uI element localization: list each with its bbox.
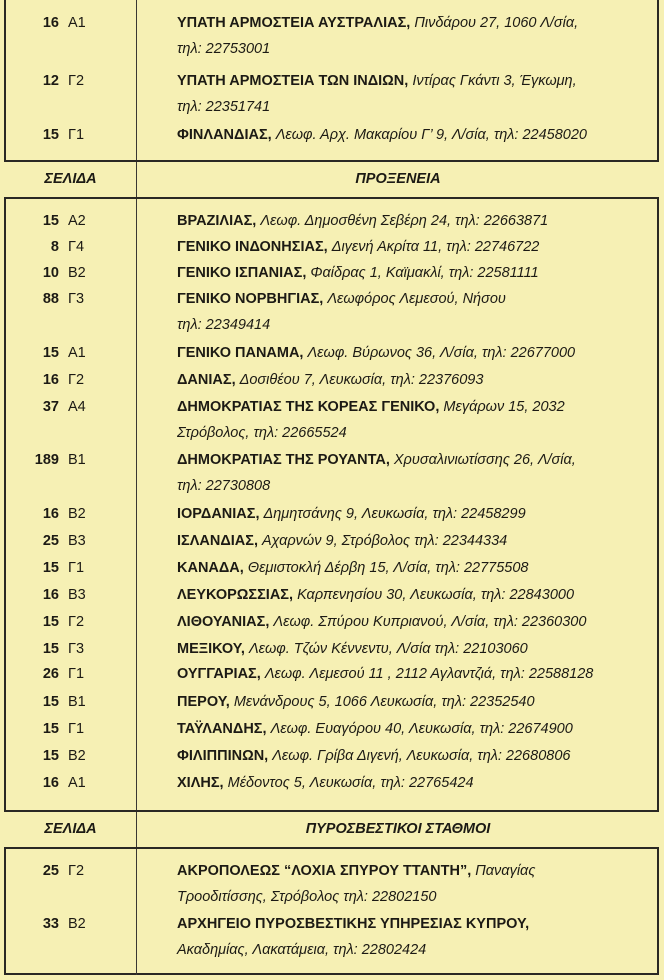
entry-code: Α1 [68,15,86,31]
entry-detail-2: Στρόβολος, τηλ: 22665524 [177,425,347,441]
entry-page: 16 [42,15,59,31]
entry-code: Α1 [68,775,86,791]
entry-code: Γ2 [68,73,85,89]
entry-code: Γ1 [68,127,85,143]
entry-code: Γ3 [68,641,85,657]
entry-name: ΔΗΜΟΚΡΑΤΙΑΣ ΤΗΣ ΚΟΡΕΑΣ ΓΕΝΙΚΟ, [177,399,440,415]
entry-name: ΛΙΘΟΥΑΝΙΑΣ, [177,614,270,630]
entry-detail-2: τηλ: 22753001 [177,41,271,57]
entry-name: ΚΑΝΑΔΑ, [177,560,244,576]
entry-detail: Λεωφ. Δημοσθένη Σεβέρη 24, τηλ: 22663871 [260,213,549,229]
entry-name: ΔΗΜΟΚΡΑΤΙΑΣ ΤΗΣ ΡΟΥΑΝΤΑ, [177,452,390,468]
entry-page: 10 [42,265,59,281]
entry-detail: Δοσιθέου 7, Λευκωσία, τηλ: 22376093 [239,372,484,388]
entry-detail: Χρυσαλινιωτίσσης 26, Λ/σία, [393,452,576,468]
entry-code: Γ2 [68,614,85,630]
entry-code: Γ4 [68,239,85,255]
header-title: ΠΡΟΞΕΝΕΙΑ [355,171,441,187]
entry-code: Γ1 [68,666,85,682]
entry-detail: Λεωφ. Τζών Κέννεντυ, Λ/σία τηλ: 22103060 [248,641,528,657]
entry-page: 16 [42,587,59,603]
entry-page: 15 [42,641,59,657]
entry-page: 25 [42,533,59,549]
entry-name: ΧΙΛΗΣ, [177,775,224,791]
entry-page: 16 [42,372,59,388]
section-header-consulates [4,160,659,199]
entry-name: ΒΡΑΖΙΛΙΑΣ, [177,213,257,229]
entry-name: ΓΕΝΙΚΟ ΙΣΠΑΝΙΑΣ, [177,265,307,281]
header-page-label: ΣΕΛΙΔΑ [44,171,97,187]
entry-page: 12 [42,73,59,89]
entry-detail: Μεγάρων 15, 2032 [443,399,565,415]
entry-page: 37 [42,399,59,415]
entry-name: ΠΕΡΟΥ, [177,694,230,710]
entry-detail-2: Ακαδημίας, Λακατάμεια, τηλ: 22802424 [177,942,427,958]
entry-page: 26 [42,666,59,682]
entry-name: ΙΣΛΑΝΔΙΑΣ, [177,533,258,549]
entry-detail: Μέδοντος 5, Λευκωσία, τηλ: 22765424 [227,775,474,791]
entry-code: Γ3 [68,291,85,307]
entry-detail: Λεωφ. Λεμεσού 11 , 2112 Αγλαντζιά, τηλ: 22588128 [264,666,594,682]
entry-name: ΥΠΑΤΗ ΑΡΜΟΣΤΕΙΑ ΑΥΣΤΡΑΛΙΑΣ, [177,15,411,31]
entry-code: Α4 [68,399,86,415]
entry-detail: Μενάνδρους 5, 1066 Λευκωσία, τηλ: 22352540 [233,694,535,710]
entry-code: Γ1 [68,560,85,576]
entry-detail: Φαίδρας 1, Καϊμακλί, τηλ: 22581111 [310,265,539,281]
header-title: ΠΥΡΟΣΒΕΣΤΙΚΟΙ ΣΤΑΘΜΟΙ [305,821,491,837]
entry-name: ΦΙΛΙΠΠΙΝΩΝ, [177,748,269,764]
entry-detail-2: Τροοδιτίσσης, Στρόβολος τηλ: 22802150 [177,889,437,905]
entry-detail: Θεμιστοκλή Δέρβη 15, Λ/σία, τηλ: 22775508 [247,560,529,576]
entry-code: Β2 [68,265,86,281]
entry-name: ΟΥΓΓΑΡΙΑΣ, [177,666,261,682]
entry-detail: Αχαρνών 9, Στρόβολος τηλ: 22344334 [262,533,508,549]
entry-page: 88 [42,291,59,307]
entry-page: 15 [42,213,59,229]
header-page-label: ΣΕΛΙΔΑ [44,821,97,837]
entry-code: Β2 [68,916,86,932]
entry-code: Β2 [68,506,86,522]
entry-detail: Πινδάρου 27, 1060 Λ/σία, [414,15,579,31]
entry-name: ΤΑΫΛΑΝΔΗΣ, [177,721,267,737]
entry-detail: Δημητσάνης 9, Λευκωσία, τηλ: 22458299 [263,506,526,522]
entry-code: Β2 [68,748,86,764]
entry-detail: Λεωφ. Αρχ. Μακαρίου Γ’ 9, Λ/σία, τηλ: 22458020 [275,127,587,143]
entry-page: 15 [42,721,59,737]
entry-detail: Λεωφ. Ευαγόρου 40, Λευκωσία, τηλ: 22674900 [270,721,573,737]
entry-page: 15 [42,127,59,143]
entry-detail: Παναγίας [475,863,536,879]
entry-code: Γ2 [68,863,85,879]
entry-page: 25 [42,863,59,879]
entry-page: 15 [42,748,59,764]
entry-page: 15 [42,694,59,710]
entry-name: ΓΕΝΙΚΟ ΙΝΔΟΝΗΣΙΑΣ, [177,239,328,255]
entry-detail: Λεωφ. Σπύρου Κυπριανού, Λ/σία, τηλ: 22360300 [273,614,587,630]
entry-name: ΔΑΝΙΑΣ, [177,372,236,388]
entry-name: ΛΕΥΚΟΡΩΣΣΙΑΣ, [177,587,294,603]
entry-name: ΜΕΞΙΚΟΥ, [177,641,245,657]
entry-code: Β3 [68,533,86,549]
entry-name: ΥΠΑΤΗ ΑΡΜΟΣΤΕΙΑ ΤΩΝ ΙΝΔΙΩΝ, [177,73,409,89]
entry-code: Β1 [68,694,86,710]
entry-detail: Καρπενησίου 30, Λευκωσία, τηλ: 22843000 [297,587,575,603]
entry-page: 15 [42,614,59,630]
entry-page: 15 [42,345,59,361]
entry-code: Α1 [68,345,86,361]
entry-page: 16 [42,506,59,522]
entry-detail: Λεωφ. Βύρωνος 36, Λ/σία, τηλ: 22677000 [307,345,576,361]
entry-page: 15 [42,560,59,576]
entry-page: 33 [42,916,59,932]
entry-detail-2: τηλ: 22730808 [177,478,271,494]
entry-name: ΓΕΝΙΚΟ ΠΑΝΑΜΑ, [177,345,304,361]
entry-detail: Λεωφ. Γρίβα Διγενή, Λευκωσία, τηλ: 22680806 [272,748,571,764]
section-header-fire-stations [4,810,659,849]
entry-code: Β3 [68,587,86,603]
entry-detail: Ιντίρας Γκάντι 3, Έγκωμη, [412,73,577,89]
entry-code: Α2 [68,213,86,229]
entry-page: 16 [42,775,59,791]
entry-name: ΑΚΡΟΠΟΛΕΩΣ “ΛΟΧΙΑ ΣΠΥΡΟΥ ΤΤΑΝΤΗ”, [177,863,472,879]
entry-detail-2: τηλ: 22351741 [177,99,271,115]
entry-name: ΙΟΡΔΑΝΙΑΣ, [177,506,260,522]
entry-name: ΦΙΝΛΑΝΔΙΑΣ, [177,127,272,143]
entry-code: Γ1 [68,721,85,737]
entry-name: ΓΕΝΙΚΟ ΝΟΡΒΗΓΙΑΣ, [177,291,324,307]
entry-code: Β1 [68,452,86,468]
entry-detail-2: τηλ: 22349414 [177,317,271,333]
entry-detail: Διγενή Ακρίτα 11, τηλ: 22746722 [331,239,540,255]
entry-page: 8 [50,239,59,255]
entry-page: 189 [34,452,59,468]
entry-code: Γ2 [68,372,85,388]
entry-name: ΑΡΧΗΓΕΙΟ ΠΥΡΟΣΒΕΣΤΙΚΗΣ ΥΠΗΡΕΣΙΑΣ ΚΥΠΡΟΥ, [177,916,530,932]
entry-detail: Λεωφόρος Λεμεσού, Νήσου [327,291,506,307]
